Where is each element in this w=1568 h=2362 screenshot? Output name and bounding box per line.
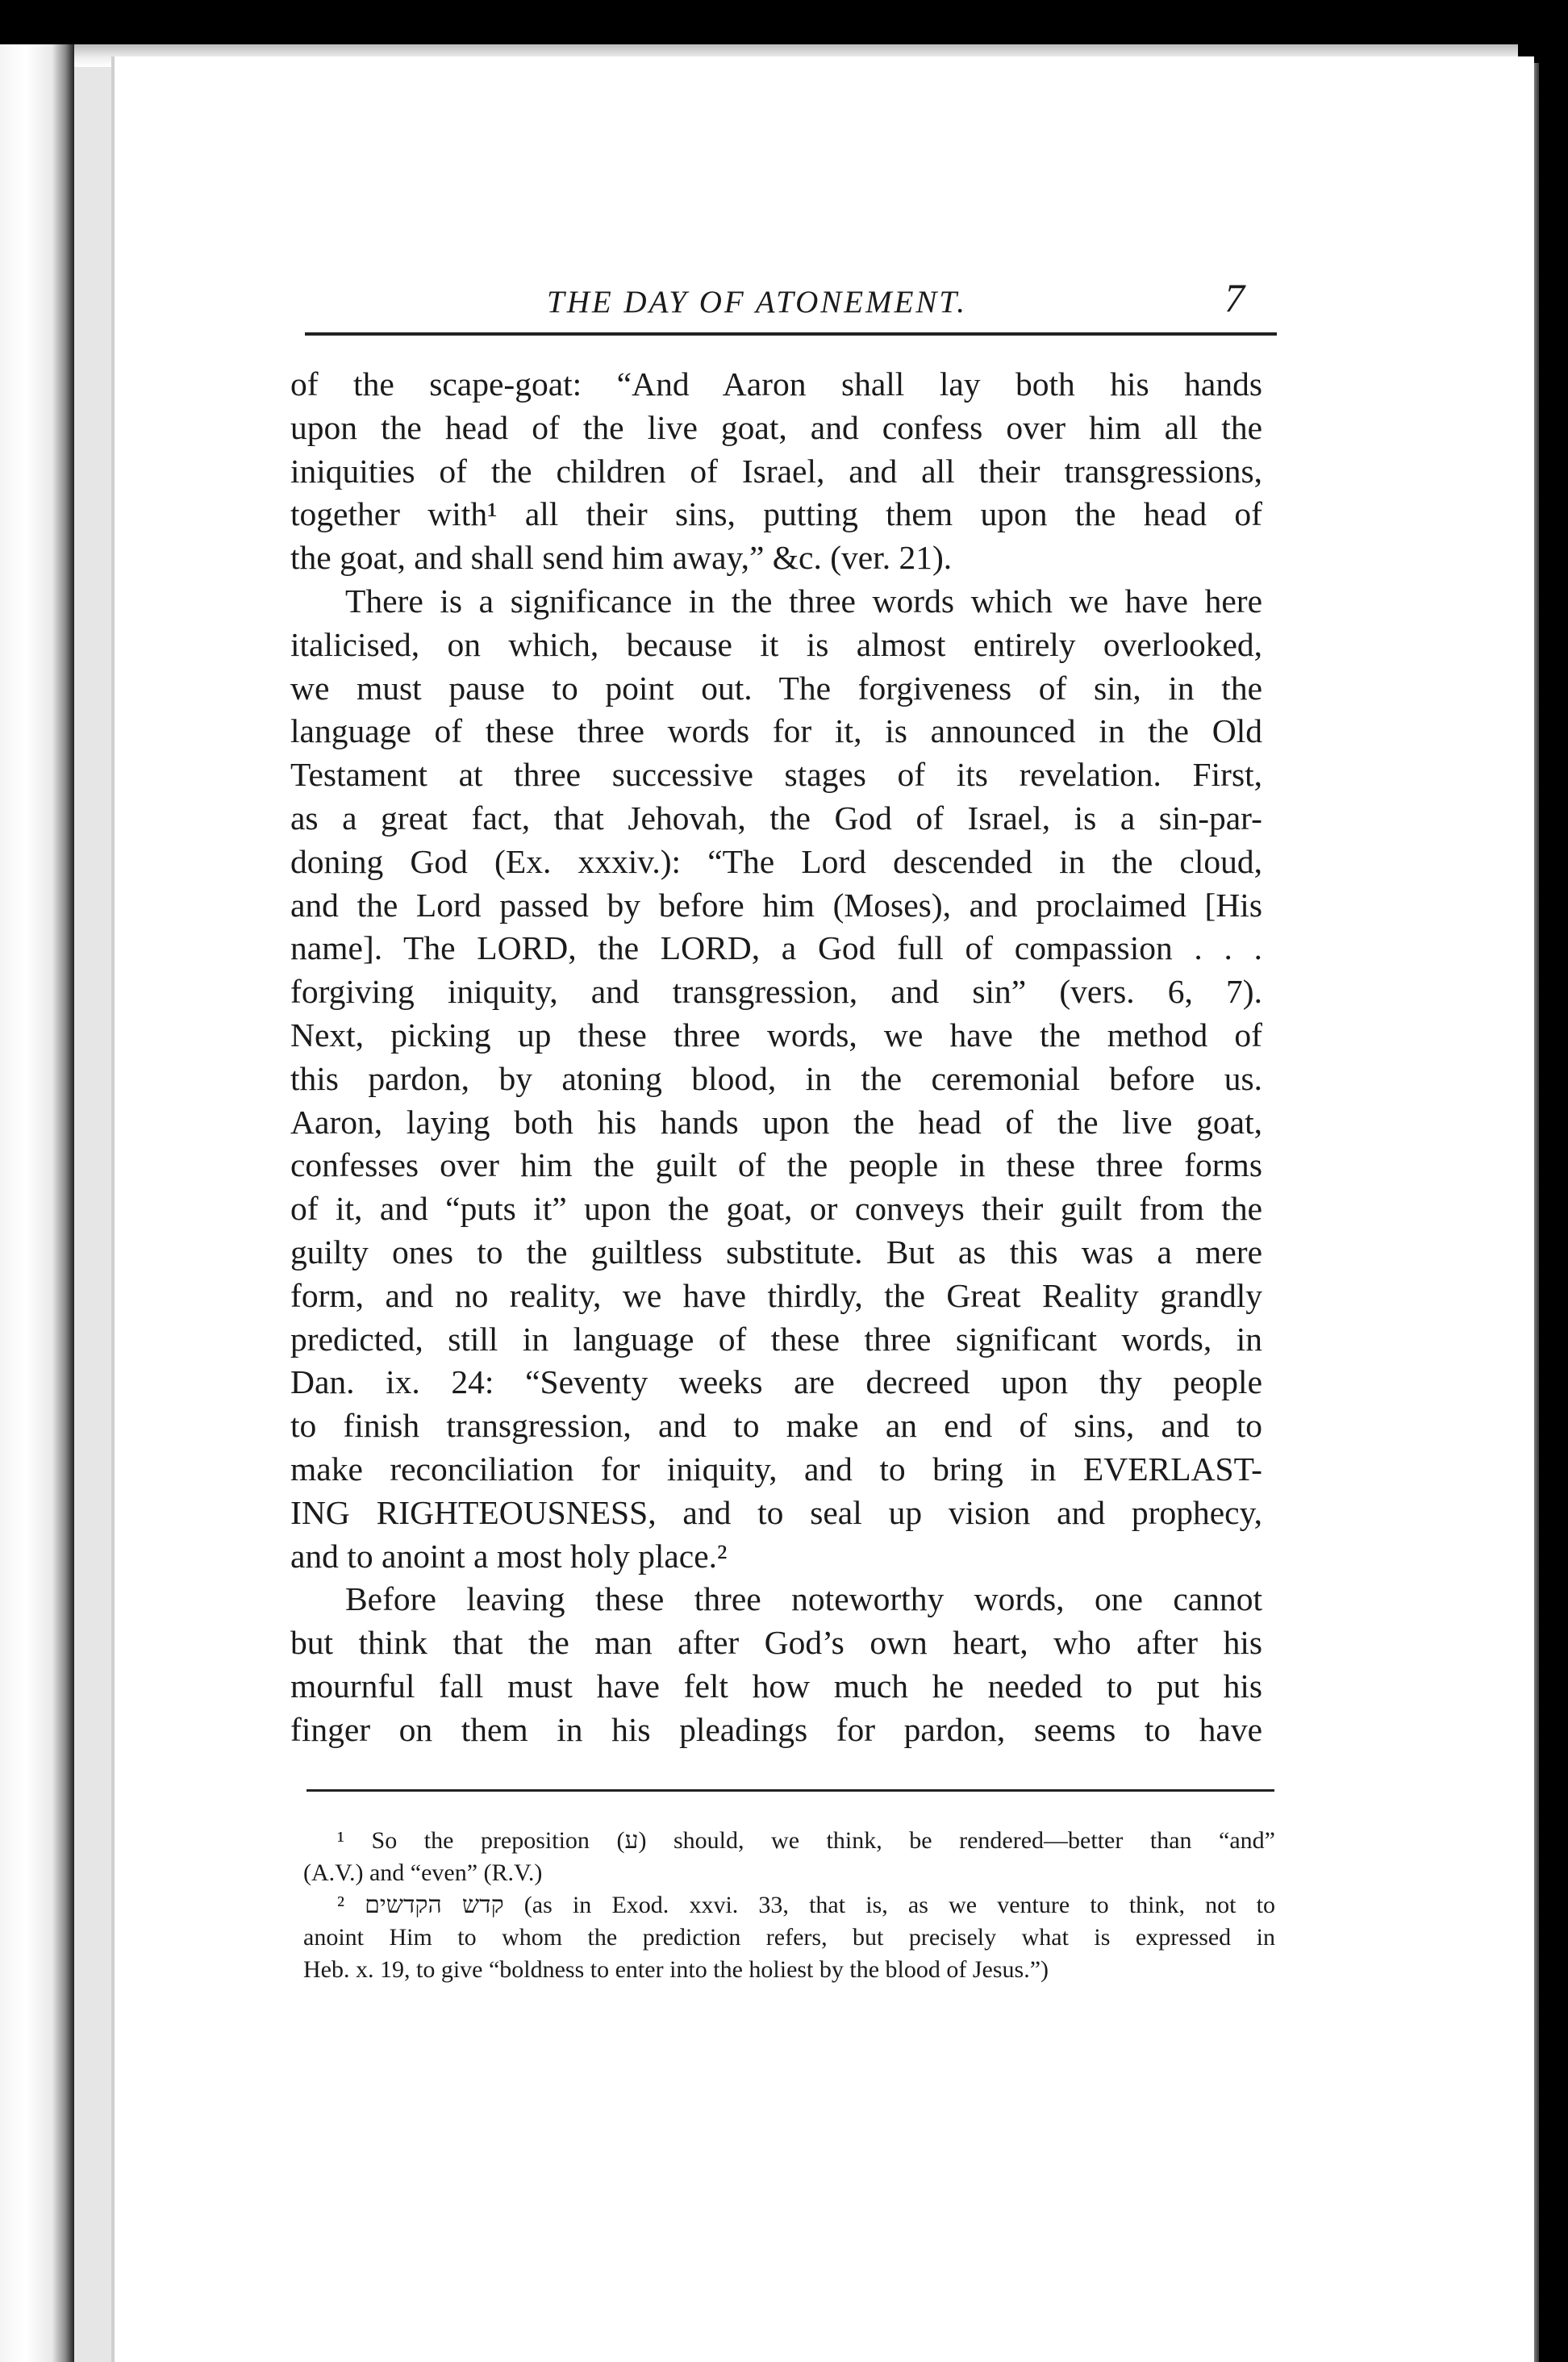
- body-line: forgiving iniquity, and transgression, and sin” (vers. 6, 7).: [290, 973, 1262, 1011]
- body-text: [290, 363, 1262, 1752]
- body-line: form, and no reality, we have thirdly, the Great Reality grandly: [290, 1276, 1262, 1314]
- footnote-line: anoint Him to whom the prediction refers, but precisely what is expressed in: [303, 1924, 1275, 1951]
- body-line: of the scape-goat: “And Aaron shall lay both his hands: [290, 365, 1262, 403]
- body-line: guilty ones to the guiltless substitute. But as this was a mere: [290, 1233, 1262, 1271]
- footnote-line: Heb. x. 19, to give “boldness to enter into the holiest by the blood of Jesus.”): [303, 1956, 1049, 1983]
- body-line: There is a significance in the three words which we have here: [345, 582, 1262, 620]
- body-line: Dan. ix. 24: “Seventy weeks are decreed upon thy people: [290, 1363, 1262, 1401]
- body-line: to finish transgression, and to make an end of sins, and to: [290, 1407, 1262, 1445]
- body-line: ING RIGHTEOUSNESS, and to seal up vision and prophecy,: [290, 1493, 1262, 1531]
- page-number: 7: [1224, 275, 1245, 320]
- footnote-rule: [307, 1789, 1274, 1792]
- running-head: THE DAY OF ATONEMENT.: [547, 285, 967, 319]
- body-line: of it, and “puts it” upon the goat, or conveys their guilt from the: [290, 1190, 1262, 1228]
- body-line: name]. The LORD, the LORD, a God full of compassion . . .: [290, 929, 1262, 967]
- footnote-line: ¹ So the preposition (ע) should, we think, be rendered—better than “and”: [337, 1827, 1276, 1854]
- body-line: mournful fall must have felt how much he needed to put his: [290, 1667, 1262, 1705]
- body-line: language of these three words for it, is announced in the Old: [290, 712, 1262, 750]
- body-line: Before leaving these three noteworthy words, one cannot: [345, 1580, 1262, 1618]
- body-line: the goat, and shall send him away,” &c. (ver. 21).: [290, 539, 953, 577]
- header-rule: [305, 332, 1277, 336]
- body-line: italicised, on which, because it is almost entirely overlooked,: [290, 625, 1262, 663]
- body-line: Next, picking up these three words, we have the method of: [290, 1016, 1262, 1054]
- body-line: as a great fact, that Jehovah, the God of Israel, is a sin-par-: [290, 799, 1262, 837]
- body-line: this pardon, by atoning blood, in the ceremonial before us.: [290, 1059, 1262, 1097]
- body-line: predicted, still in language of these three significant words, in: [290, 1320, 1262, 1358]
- page-header: [305, 274, 1273, 331]
- body-line: and to anoint a most holy place.²: [290, 1537, 728, 1575]
- body-line: upon the head of the live goat, and confess over him all the: [290, 408, 1262, 446]
- body-line: doning God (Ex. xxxiv.): “The Lord descended in the cloud,: [290, 842, 1262, 880]
- footnote-line: (A.V.) and “even” (R.V.): [303, 1859, 543, 1886]
- body-line: make reconciliation for iniquity, and to bring in EVERLAST-: [290, 1450, 1262, 1488]
- body-line: Testament at three successive stages of its revelation. First,: [290, 756, 1262, 794]
- body-line: but think that the man after God’s own heart, who after his: [290, 1624, 1262, 1662]
- body-line: we must pause to point out. The forgiveness of sin, in the: [290, 669, 1262, 707]
- body-line: iniquities of the children of Israel, and all their transgressions,: [290, 452, 1262, 490]
- body-line: Aaron, laying both his hands upon the head of the live goat,: [290, 1103, 1262, 1141]
- footnotes: [303, 1825, 1275, 1986]
- left-page-edge: [0, 44, 74, 2362]
- footnote-line: ² קדש הקדשים (as in Exod. xxvi. 33, that is, as we venture to think, not to: [337, 1892, 1276, 1918]
- body-line: confesses over him the guilt of the people in these three forms: [290, 1146, 1262, 1184]
- body-line: finger on them in his pleadings for pardon, seems to have: [290, 1710, 1262, 1748]
- book-gutter: [74, 44, 115, 2362]
- body-line: together with¹ all their sins, putting them upon the head of: [290, 495, 1262, 533]
- body-line: and the Lord passed by before him (Moses), and proclaimed [His: [290, 886, 1262, 924]
